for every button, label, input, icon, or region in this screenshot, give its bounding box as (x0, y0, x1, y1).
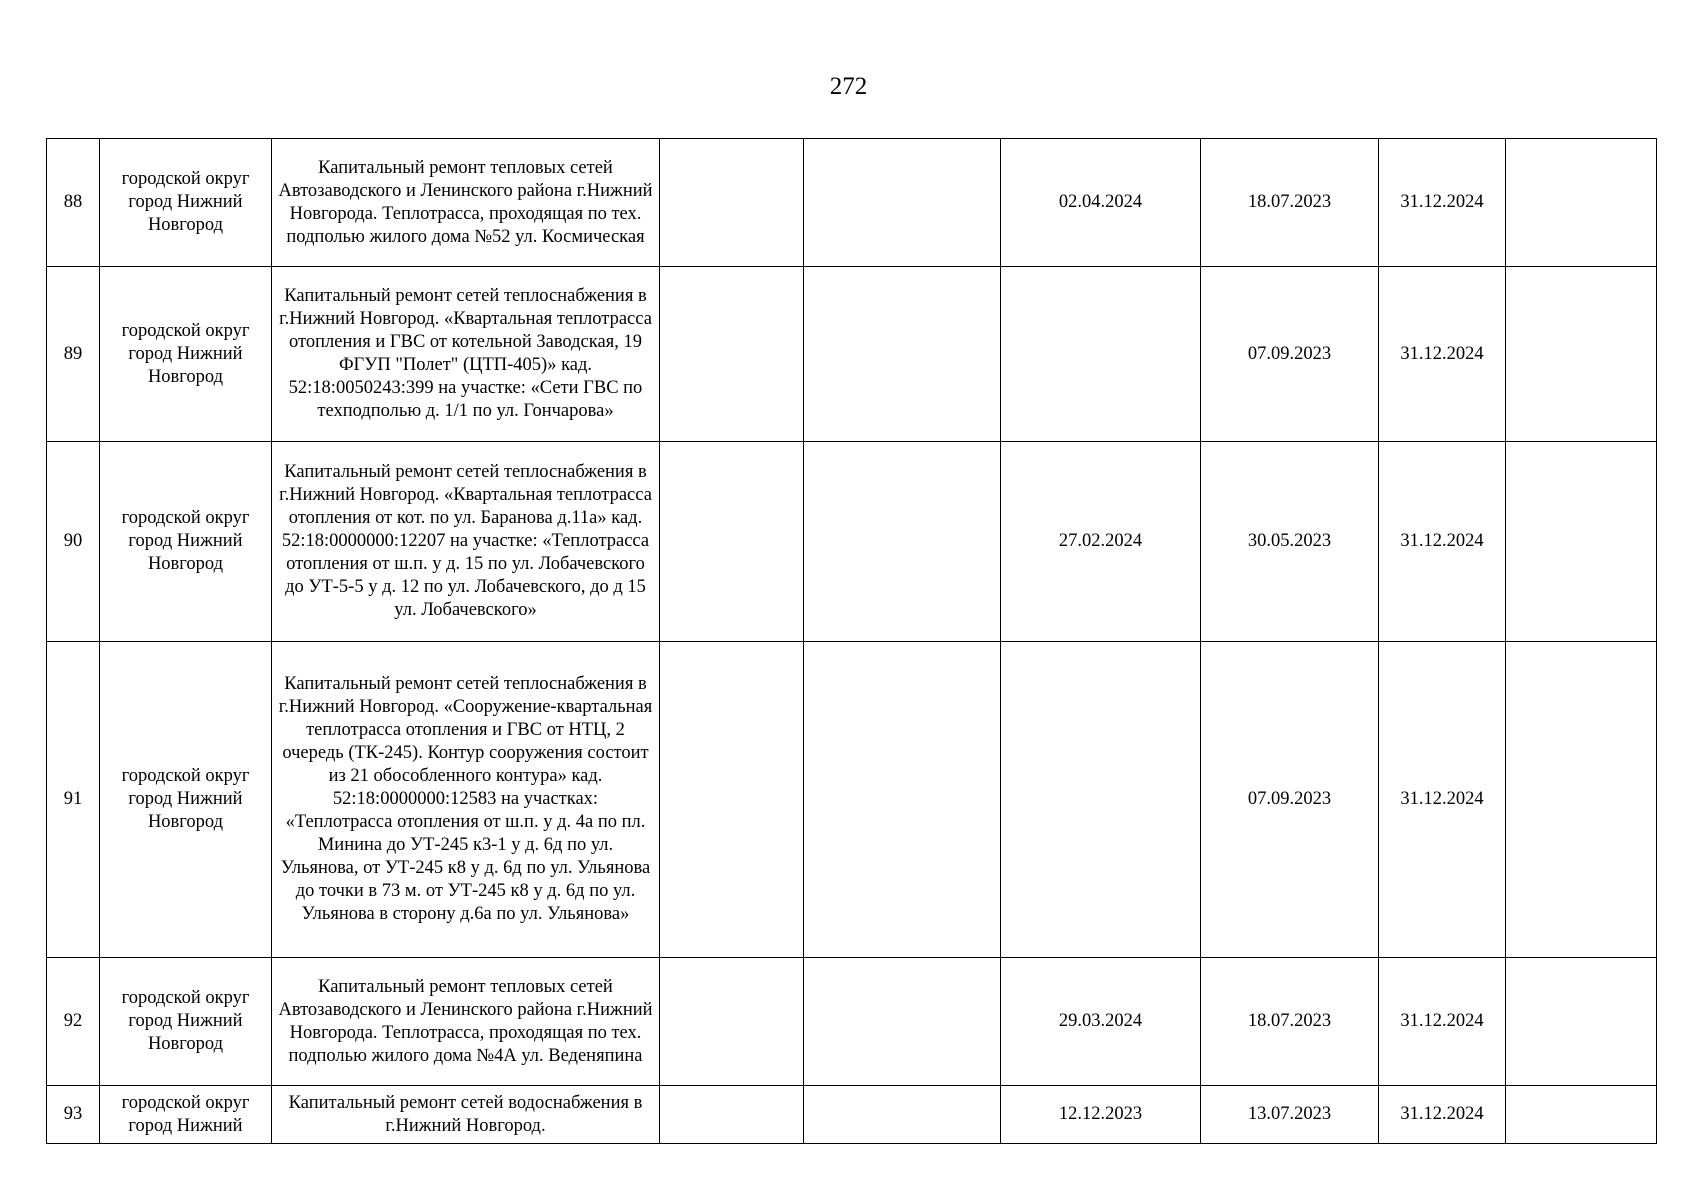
empty-cell (1506, 1086, 1657, 1144)
empty-cell (804, 642, 1001, 958)
description-cell: Капитальный ремонт тепловых сетей Автозаводского и Ленинского района г.Нижний Новгорода. Теплотрасса, проходящая по тех. подполью жилого дома №4А ул. Веденяпина (272, 958, 660, 1086)
date-cell: 31.12.2024 (1379, 139, 1506, 267)
table-row (47, 958, 1657, 1086)
table-row (47, 267, 1657, 442)
row-number: 89 (47, 267, 100, 442)
table-row (47, 1086, 1657, 1144)
description-cell: Капитальный ремонт сетей теплоснабжения в г.Нижний Новгород. «Квартальная теплотрасса отопления и ГВС от котельной Заводская, 19 ФГУП "Полет" (ЦТП-405)» кад. 52:18:0050243:399 на участке: «Сети ГВС по техподполью д. 1/1 по ул. Гончарова» (272, 267, 660, 442)
date-cell: 31.12.2024 (1379, 1086, 1506, 1144)
date-cell: 07.09.2023 (1201, 642, 1379, 958)
objects-table (46, 138, 1657, 1144)
empty-cell (804, 267, 1001, 442)
municipality-cell (100, 1086, 272, 1144)
empty-cell (660, 139, 804, 267)
date-cell: 13.07.2023 (1201, 1086, 1379, 1144)
table-row (47, 642, 1657, 958)
description-cell: Капитальный ремонт тепловых сетей Автозаводского и Ленинского района г.Нижний Новгорода. Теплотрасса, проходящая по тех. подполью жилого дома №52 ул. Космическая (272, 139, 660, 267)
description-cell (272, 1086, 660, 1144)
date-cell (1001, 267, 1201, 442)
description-text: Капитальный ремонт сетей водоснабжения в г.Нижний Новгород. (288, 1092, 643, 1136)
row-number: 91 (47, 642, 100, 958)
page-number: 272 (829, 73, 868, 100)
empty-cell (1506, 642, 1657, 958)
row-number: 93 (47, 1086, 100, 1144)
municipality-cell: городской округ город Нижний Новгород (100, 642, 272, 958)
date-cell: 30.05.2023 (1201, 442, 1379, 642)
date-cell: 31.12.2024 (1379, 267, 1506, 442)
empty-cell (660, 1086, 804, 1144)
date-cell: 31.12.2024 (1379, 958, 1506, 1086)
municipality-cell: городской округ город Нижний Новгород (100, 958, 272, 1086)
date-cell: 18.07.2023 (1201, 139, 1379, 267)
date-cell (1001, 642, 1201, 958)
empty-cell (1506, 139, 1657, 267)
municipality-text: городской округ город Нижний (121, 1092, 250, 1136)
empty-cell (1506, 267, 1657, 442)
date-cell: 07.09.2023 (1201, 267, 1379, 442)
row-number: 88 (47, 139, 100, 267)
date-cell: 18.07.2023 (1201, 958, 1379, 1086)
date-cell: 27.02.2024 (1001, 442, 1201, 642)
date-cell: 12.12.2023 (1001, 1086, 1201, 1144)
empty-cell (660, 642, 804, 958)
date-cell: 02.04.2024 (1001, 139, 1201, 267)
description-cell: Капитальный ремонт сетей теплоснабжения в г.Нижний Новгород. «Сооружение-квартальная теплотрасса отопления и ГВС от НТЦ, 2 очередь (ТК-245). Контур сооружения состоит из 21 обособленного контура» кад. 52:18:0000000:12583 на участках: «Теплотрасса отопления от ш.п. у д. 4а по пл. Минина до УТ-245 к3-1 у д. 6д по ул. Ульянова, от УТ-245 к8 у д. 6д по ул. Ульянова до точки в 73 м. от УТ-245 к8 у д. 6д по ул. Ульянова в сторону д.6а по ул. Ульянова» (272, 642, 660, 958)
row-number: 90 (47, 442, 100, 642)
date-cell: 31.12.2024 (1379, 642, 1506, 958)
empty-cell (804, 139, 1001, 267)
date-cell: 31.12.2024 (1379, 442, 1506, 642)
table-row (47, 442, 1657, 642)
row-number: 92 (47, 958, 100, 1086)
empty-cell (804, 442, 1001, 642)
empty-cell (804, 958, 1001, 1086)
municipality-cell: городской округ город Нижний Новгород (100, 267, 272, 442)
municipality-cell: городской округ город Нижний Новгород (100, 442, 272, 642)
empty-cell (660, 442, 804, 642)
date-cell: 29.03.2024 (1001, 958, 1201, 1086)
empty-cell (660, 267, 804, 442)
empty-cell (1506, 958, 1657, 1086)
description-cell: Капитальный ремонт сетей теплоснабжения в г.Нижний Новгород. «Квартальная теплотрасса отопления от кот. по ул. Баранова д.11а» кад. 52:18:0000000:12207 на участке: «Теплотрасса отопления от ш.п. у д. 15 по ул. Лобачевского до УТ-5-5 у д. 12 по ул. Лобачевского, до д 15 ул. Лобачевского» (272, 442, 660, 642)
table-row (47, 139, 1657, 267)
municipality-cell: городской округ город Нижний Новгород (100, 139, 272, 267)
empty-cell (804, 1086, 1001, 1144)
empty-cell (1506, 442, 1657, 642)
empty-cell (660, 958, 804, 1086)
